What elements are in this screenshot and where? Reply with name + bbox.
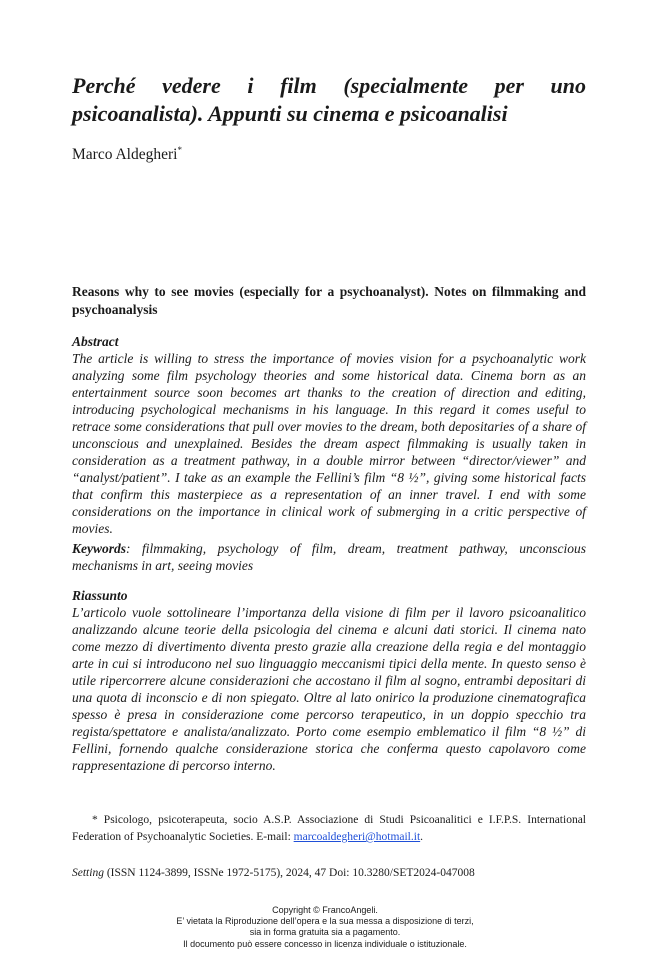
keywords-line — [72, 540, 586, 574]
article-title: Perché vedere i film (specialmente per uno psicoanalista). Appunti su cinema e psicoanalisi — [72, 73, 586, 126]
english-title: Reasons why to see movies (especially for a psychoanalyst). Notes on filmmaking and psychoanalysis — [72, 284, 586, 317]
copyright-line: Copyright © FrancoAngeli. — [272, 905, 378, 915]
journal-citation — [72, 866, 475, 881]
journal-name: Setting — [72, 867, 104, 879]
copyright-notice — [0, 905, 650, 950]
copyright-line: E’ vietata la Riproduzione dell’opera e la sua messa a disposizione di terzi, — [176, 916, 474, 927]
riassunto-text: L’articolo vuole sottolineare l’importanza della visione di film per il lavoro psicoanalitico analizzando alcune teorie della psicologia del cinema e alcuni dati storici. Il cinema nato come mezzo di divertimento diventa presto grazie alla creazione della regia e del montaggio arte in cui si introducono nel suo linguaggio meccanismi tipici della mente. In questo senso è utile ripercorrere alcune considerazioni che accostano il film al sogno, entrambi depositari di una quota di inconscio e di non spiegato. Oltre al lato onirico la produzione cinematografica spesso è presa in considerazione come percorso terapeutico, in un doppio specchio tra regista/spettatore e analista/analizzato. Porto come esempio emblematico il film “8 ½” di Fellini, fornendo qualche considerazione storica che conferma questo capolavoro come rappresentazione di percorso interno. — [72, 605, 586, 773]
author-name — [72, 146, 182, 164]
riassunto-heading: Riassunto — [72, 588, 128, 603]
footnote-text: Psicologo, psicoterapeuta, socio A.S.P. Associazione di Studi Psicoanalitici e I.F.P.S. International Federation of Psychoanalytic Societies. E-mail: — [72, 814, 586, 843]
abstract-heading: Abstract — [72, 334, 119, 349]
abstract-text: The article is willing to stress the importance of movies vision for a psychoanalytic work analyzing some film psychology theories and some historical data. Cinema born as an entertainment source soon becomes art thanks to the creation of direction and editing, introducing psychological mechanisms in his language. In this regard it comes useful to retrace some considerations that pull over movies to the dream, both depositaries of a share of unconscious and unexplained. Besides the dream aspect filmmaking is usually taken in consideration as a treatment pathway, in a double mirror between “director/viewer” and “analyst/patient”. I take as an example the Fellini’s film “8 ½”, giving some historical facts that confirm this masterpiece as a representation of an inner travel. I end with some considerations on the importance in clinical work of submerging in a critic perspective of movies. — [72, 351, 586, 536]
copyright-line: sia in forma gratuita sia a pagamento. — [249, 927, 401, 938]
citation-details: (ISSN 1124-3899, ISSNe 1972-5175), 2024, 47 Doi: 10.3280/SET2024-047008 — [103, 867, 475, 879]
keywords-label: Keywords — [72, 541, 126, 556]
author-name-text: Marco Aldegheri — [72, 146, 178, 163]
footnote-mark: * — [92, 814, 98, 826]
footnote-end: . — [420, 831, 424, 843]
keywords-text: : filmmaking, psychology of film, dream, treatment pathway, unconscious mechanisms in art, seeing movies — [72, 541, 586, 573]
email-link[interactable]: marcoaldegheri@hotmail.it — [293, 831, 421, 843]
author-footnote-mark[interactable]: * — [177, 145, 182, 155]
author-footnote — [72, 812, 586, 846]
copyright-line: Il documento può essere concesso in licenza individuale o istituzionale. — [183, 938, 467, 949]
